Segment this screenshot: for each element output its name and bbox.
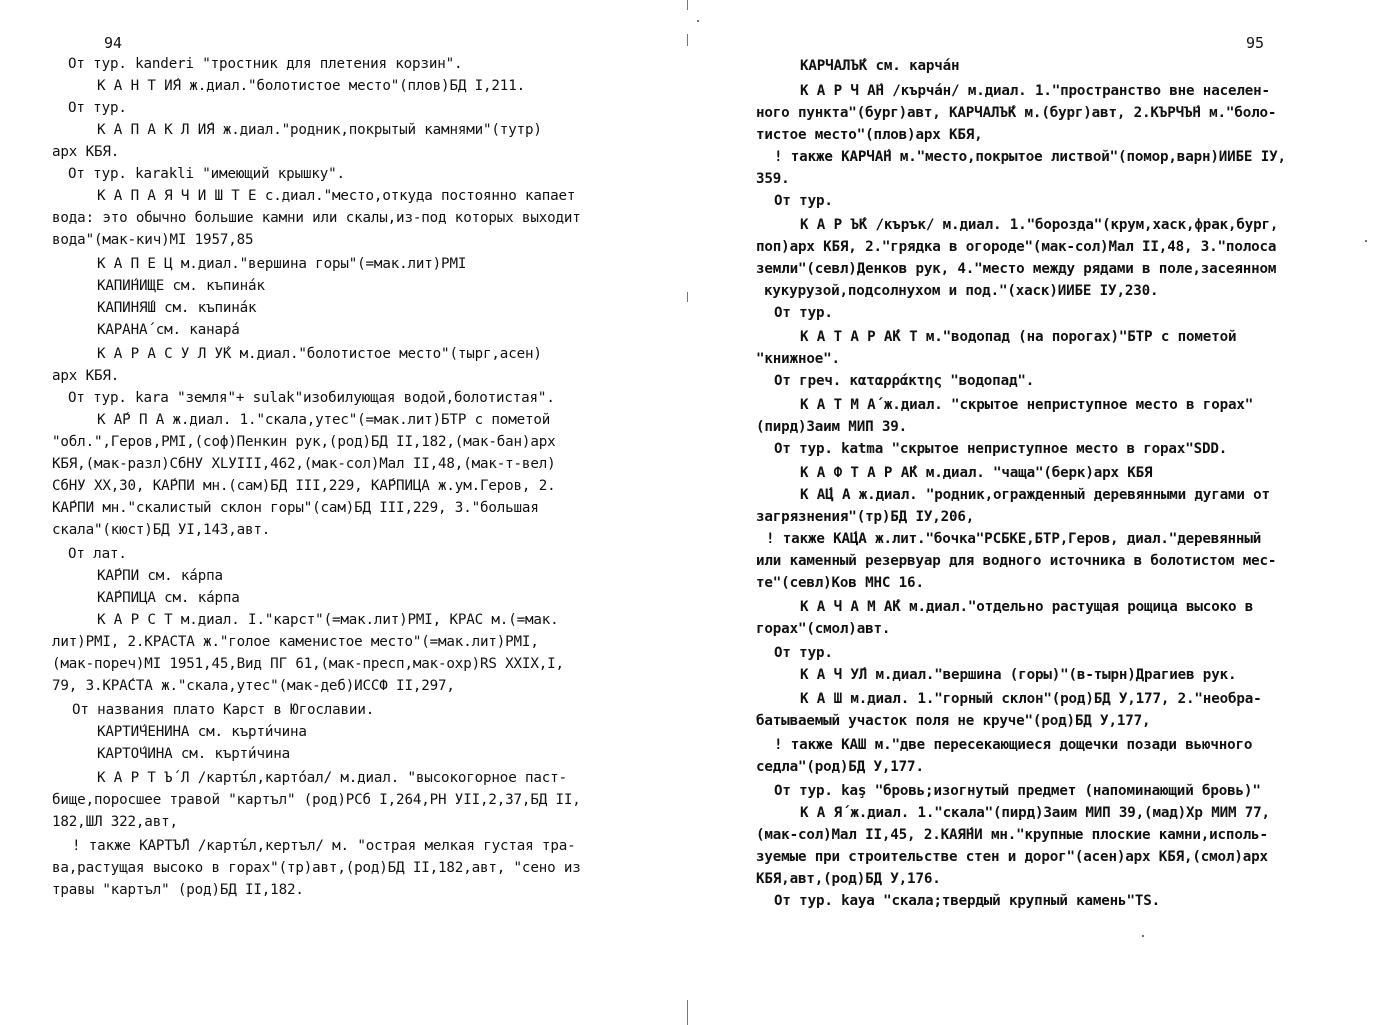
- text-line: К А Ч У́Л м.диал."вершина (горы)"(в-тырн)Драгиев рук.: [800, 667, 1237, 683]
- text-line: К А Т М А́ ж.диал. "скрытое неприступное место в горах": [800, 397, 1254, 413]
- text-line: К А Р А С У Л У́К м.диал."болотистое место"(тырг,асен): [97, 346, 542, 362]
- text-line: ! также КАРЧА́Н м."место,покрытое листвой"(помор,варн)ИИБЕ IУ,: [774, 149, 1286, 165]
- text-line: От тур.: [774, 305, 833, 321]
- text-line: бище,поросшее травой "картъл" (род)РСб I,264,PH УII,2,37,БД II,: [52, 792, 581, 808]
- text-line: От тур. kanderi "тростник для плетения корзин".: [68, 56, 463, 72]
- text-line: травы "картъл" (род)БД II,182.: [52, 882, 304, 898]
- text-line: (пирд)Заим МИП 39.: [756, 419, 908, 435]
- text-line: От тур.: [774, 645, 833, 661]
- text-line: КБЯ,(мак-разл)СбНУ ХLУIII,462,(мак-сол)Мал II,48,(мак-т-вел): [52, 456, 556, 472]
- text-line: К А П А К Л И́Я ж.диал."родник,покрытый камнями"(тутр): [97, 122, 542, 138]
- text-line: КАПИНЯ́Ш см. къпина́к: [97, 300, 257, 316]
- text-line: зуемые при строительстве стен и дорог"(асен)арх КБЯ,(смол)арх: [756, 849, 1268, 865]
- text-line: (мак-сол)Мал II,45, 2.КАЯ́НИ мн."крупные плоские камни,исполь-: [756, 827, 1268, 843]
- text-line: От греч. καταρράκτης "водопад".: [774, 373, 1035, 389]
- text-line: лит)PMI, 2.КРАСТА ж."голое каменистое место"(=мак.лит)PMI,: [52, 634, 539, 650]
- text-line: К А́Ц А ж.диал. "родник,огражденный деревянными дугами от: [800, 487, 1270, 503]
- text-line: К А П А Я Ч И Ш Т Е с.диал."место,откуда постоянно капает: [97, 188, 576, 204]
- text-line: К А Ш м.диал. 1."горный склон"(род)БД У,177, 2."необра-: [800, 691, 1262, 707]
- text-line: батываемый участок поля не круче"(род)БД У,177,: [756, 713, 1151, 729]
- text-line: От лат.: [68, 546, 127, 562]
- text-line: кукурузой,подсолнухом и под."(хаск)ИИБЕ IУ,230.: [764, 283, 1159, 299]
- text-line: К А Р Ъ́К /кърък/ м.диал. 1."борозда"(крум,хаск,фрак,бург,: [800, 217, 1279, 233]
- text-line: К А П Е Ц м.диал."вершина горы"(=мак.лит)PMI: [97, 256, 467, 272]
- text-line: "обл.",Геров,PMI,(соф)Пенкин рук,(род)БД II,182,(мак-бан)арх: [52, 434, 556, 450]
- text-line: ного пункта"(бург)авт, КАРЧАЛЪ́К м.(бург)авт, 2.КЪРЧЪ́Н м."боло-: [756, 105, 1277, 121]
- text-line: 182,ШЛ 322,авт,: [52, 814, 178, 830]
- text-line: СбНУ ХХ,30, КА́РПИ мн.(сам)БД III,229, КА́РПИЦА ж.ум.Геров, 2.: [52, 478, 556, 494]
- text-line: К А Р Ч А́Н /кърча́н/ м.диал. 1."пространство вне населен-: [800, 83, 1270, 99]
- text-line: От тур. karakli "имеющий крышку".: [68, 166, 345, 182]
- text-line: вода: это обычно большие камни или скалы,из-под которых выходит: [52, 210, 581, 226]
- left-page: [0, 0, 688, 1025]
- text-line: КАРАНА́ см. канара́: [97, 322, 240, 338]
- text-line: КА́РПИ мн."скалистый склон горы"(сам)БД III,229, 3."большая: [52, 500, 539, 516]
- text-line: загрязнения"(тр)БД IУ,206,: [756, 509, 975, 525]
- text-line: или каменный резервуар для водного источника в болотистом мес-: [756, 553, 1277, 569]
- text-line: 359.: [756, 171, 790, 187]
- text-line: те"(севл)Ков МНС 16.: [756, 575, 924, 591]
- text-line: КАПИ́НИЩЕ см. къпина́к: [97, 278, 265, 294]
- text-line: 79, 3.КРА́СТА ж."скала,утес"(мак-деб)ИССФ II,297,: [52, 678, 455, 694]
- text-line: ва,растущая высоко в горах"(тр)авт,(род)БД II,182,авт, "сено из: [52, 860, 581, 876]
- text-line: К А Ч А М А́К м.диал."отдельно растущая рощица высоко в: [800, 599, 1254, 615]
- text-line: К А Ф Т А Р А́К м.диал. "чаща"(берк)арх КБЯ: [800, 465, 1153, 481]
- text-line: От тур.: [774, 193, 833, 209]
- text-line: ! также КАШ м."две пересекающиеся дощечки позади вьючного: [774, 737, 1253, 753]
- text-line: КАРТИ́ЧЕНИНА см. кърти́чина: [97, 724, 307, 740]
- text-line: От тур.: [68, 100, 127, 116]
- text-line: К А́Р П А ж.диал. 1."скала,утес"(=мак.лит)БТР с пометой: [97, 412, 551, 428]
- text-line: горах"(смол)авт.: [756, 621, 891, 637]
- right-page: [690, 0, 1400, 1025]
- text-line: КА́РПИЦА см. ка́рпа: [97, 590, 240, 606]
- text-line: К А Р Т Ъ́ Л /картъ́л,карто́ал/ м.диал. "высокогорное паст-: [97, 770, 567, 786]
- page-number-right: 95: [1246, 34, 1265, 52]
- text-line: КАРТО́ЧИНА см. кърти́чина: [97, 746, 291, 762]
- page-number-left: 94: [104, 34, 123, 52]
- text-line: скала"(кюст)БД УI,143,авт.: [52, 522, 271, 538]
- text-line: поп)арх КБЯ, 2."грядка в огороде"(мак-сол)Мал II,48, 3."полоса: [756, 239, 1277, 255]
- text-line: "книжное".: [756, 351, 840, 367]
- text-line: К А Р С Т м.диал. I."карст"(=мак.лит)PMI, КРАС м.(=мак.: [97, 612, 559, 628]
- text-line: арх КБЯ.: [52, 368, 120, 384]
- text-line: ! также КА́ЦА ж.лит."бочка"РСБКЕ,БТР,Геров, диал."деревянный: [766, 531, 1262, 547]
- text-line: земли"(севл)Денков рук, 4."место между рядами в поле,засеянном: [756, 261, 1277, 277]
- text-line: КАРЧАЛЪ́К см. карча́н: [800, 58, 960, 74]
- text-line: От тур. katma "скрытое неприступное место в горах"SDD.: [774, 441, 1228, 457]
- text-line: От тур. kaş "бровь;изогнутый предмет (напоминающий бровь)": [774, 783, 1261, 799]
- text-line: седла"(род)БД У,177.: [756, 759, 924, 775]
- text-line: К А Т А Р А́К Т м."водопад (на порогах)"БТР с пометой: [800, 329, 1237, 345]
- text-line: КА́РПИ см. ка́рпа: [97, 568, 223, 584]
- text-line: К А Я́ ж.диал. 1."скала"(пирд)Заим МИП 39,(мад)Хр МИМ 77,: [800, 805, 1270, 821]
- text-line: От тур. kaya "скала;твердый крупный камень"TS.: [774, 893, 1161, 909]
- text-line: КБЯ,авт,(род)БД У,176.: [756, 871, 941, 887]
- text-line: ! также КАРТЪ́Л /картъ́л,кертъл/ м. "острая мелкая густая тра-: [72, 838, 576, 854]
- text-line: (мак-пореч)MI 1951,45,Вид ПГ 61,(мак-пресп,мак-охр)RS XXIX,I,: [52, 656, 564, 672]
- text-line: тистое место"(плов)арх КБЯ,: [756, 127, 983, 143]
- text-line: арх КБЯ.: [52, 144, 120, 160]
- text-line: От названия плато Карст в Югославии.: [72, 702, 375, 718]
- text-line: От тур. kara "земля"+ sulak"изобилующая водой,болотистая".: [68, 390, 555, 406]
- text-line: вода"(мак-кич)MI 1957,85: [52, 232, 254, 248]
- text-line: К А Н Т И́Я ж.диал."болотистое место"(плов)БД I,211.: [97, 78, 525, 94]
